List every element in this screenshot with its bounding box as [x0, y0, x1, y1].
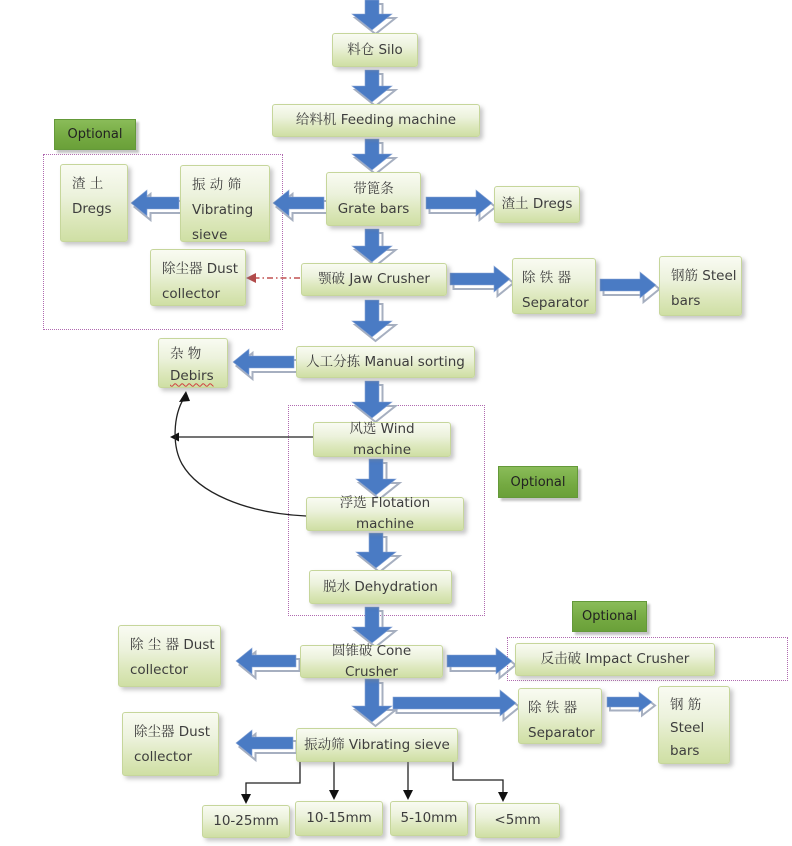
arrow-grate-to-sieve1 — [273, 190, 328, 220]
arrow-grate-to-dregs-right — [426, 190, 496, 220]
node-label: 渣土 Dregs — [501, 196, 573, 213]
line-sieve2-to-10-15mm — [329, 762, 339, 800]
optional-label: Optional — [67, 127, 123, 142]
arrow-manual-to-debris — [233, 349, 298, 379]
node-label: Vibrating — [192, 201, 254, 218]
line-wind-to-debris — [170, 433, 313, 442]
node-manual-sorting — [296, 346, 475, 378]
node-label: 杂 物 — [170, 346, 202, 362]
node-size-10-25mm — [202, 805, 290, 838]
node-label: 脱水 Dehydration — [323, 578, 438, 595]
node-label: collector — [134, 748, 193, 765]
arrow-separator1-to-steel1 — [600, 272, 660, 302]
arrow-sieve1-to-dregs-left — [131, 190, 183, 220]
node-vibrating-sieve-2 — [296, 728, 458, 762]
arrow-flotation-to-dehydration — [356, 533, 400, 572]
node-separator-2 — [518, 688, 602, 744]
node-label-misspelled: Debirs — [170, 367, 214, 384]
line-sieve2-to-10-25mm — [241, 762, 300, 804]
node-impact-crusher — [515, 643, 715, 676]
red-dashdot-arrow-jaw-to-dust1 — [246, 273, 300, 283]
arrow-silo-to-feeding — [352, 70, 396, 106]
arrow-jaw-to-manual-sorting — [352, 300, 396, 341]
node-vibrating-sieve-1 — [180, 165, 270, 242]
node-label: Separator — [528, 724, 595, 741]
node-label: Separator — [522, 294, 589, 311]
node-label: bars — [671, 292, 701, 309]
node-label: 给料机 Feeding machine — [295, 112, 457, 129]
node-label: collector — [162, 285, 221, 302]
optional-label: Optional — [582, 609, 637, 624]
line-sieve2-to-5-10mm — [403, 762, 413, 800]
node-label: 人工分拣 Manual sorting — [306, 353, 465, 370]
node-dust-collector-3 — [122, 712, 219, 776]
arrow-cone-to-dust2 — [236, 648, 300, 678]
optional-tag-impact — [572, 601, 647, 632]
node-label: 风选 Wind machine — [349, 420, 415, 458]
node-label: 圆锥破 Cone Crusher — [331, 642, 412, 680]
node-grate-bars — [326, 172, 421, 226]
arrow-jaw-to-separator1 — [450, 266, 514, 296]
node-label: 浮选 Flotation machine — [339, 495, 431, 532]
optional-tag-top-left — [54, 119, 136, 150]
arrow-top-to-silo — [352, 0, 396, 34]
node-label: 5-10mm — [400, 810, 458, 827]
line-sieve2-to-lt5mm — [453, 762, 508, 802]
node-label: 钢筋 Steel — [671, 268, 737, 284]
node-label: 带篦条 — [353, 180, 394, 197]
node-jaw-crusher — [301, 263, 447, 296]
node-label: 除 尘 器 Dust — [130, 637, 215, 653]
node-label: 除 铁 器 — [522, 270, 572, 286]
node-feeding-machine — [272, 104, 480, 137]
node-label: 除 铁 器 — [528, 700, 578, 716]
node-size-lt5mm — [475, 803, 560, 838]
arrow-cone-to-impact — [447, 648, 516, 678]
optional-tag-middle — [498, 466, 578, 498]
node-label: bars — [670, 742, 700, 759]
arrow-separator2-to-steel2 — [607, 692, 655, 716]
node-dregs-left — [60, 164, 128, 242]
node-label: 10-25mm — [213, 813, 279, 830]
arrow-cone-to-sieve2 — [352, 679, 396, 726]
node-label: Dregs — [72, 200, 112, 217]
node-dregs-right — [494, 186, 580, 223]
node-debris — [158, 338, 228, 388]
node-label: 振 动 筛 — [192, 177, 242, 193]
node-size-5-10mm — [390, 801, 468, 836]
node-label: 除尘器 Dust — [162, 261, 239, 277]
node-label: 10-15mm — [306, 810, 372, 827]
node-cone-crusher — [300, 642, 443, 680]
node-label: 除尘器 Dust — [134, 724, 211, 740]
node-label: 振动筛 Vibrating sieve — [304, 736, 450, 753]
node-size-10-15mm — [295, 801, 383, 836]
node-dust-collector-1 — [150, 249, 246, 306]
node-label: sieve — [192, 226, 228, 243]
node-label: 颚破 Jaw Crusher — [318, 271, 430, 288]
node-separator-1 — [512, 258, 596, 314]
node-label: <5mm — [494, 812, 541, 829]
node-wind-machine — [313, 422, 451, 457]
node-label: collector — [130, 661, 189, 678]
node-label: 料仓 Silo — [347, 41, 403, 58]
node-dust-collector-2 — [118, 625, 221, 687]
arrow-grate-to-jaw — [352, 229, 396, 266]
arrow-sieve2-to-dust3 — [236, 730, 297, 760]
arrow-cone-to-separator2 — [393, 690, 520, 720]
curve-flotation-to-debris — [175, 391, 306, 516]
node-label: 反击破 Impact Crusher — [540, 651, 690, 668]
node-silo — [332, 33, 418, 67]
node-label: Steel — [670, 719, 705, 736]
node-label: 渣 土 — [72, 176, 104, 192]
optional-label: Optional — [510, 474, 566, 490]
node-dehydration — [309, 570, 452, 604]
arrow-feeding-to-grate — [352, 139, 396, 174]
node-steel-bars-2 — [658, 686, 730, 764]
node-label: Grate bars — [337, 201, 410, 217]
node-label: 钢 筋 — [670, 697, 702, 713]
arrow-manual-to-wind — [352, 381, 396, 422]
node-steel-bars-1 — [659, 256, 742, 316]
node-flotation-machine — [306, 497, 464, 531]
